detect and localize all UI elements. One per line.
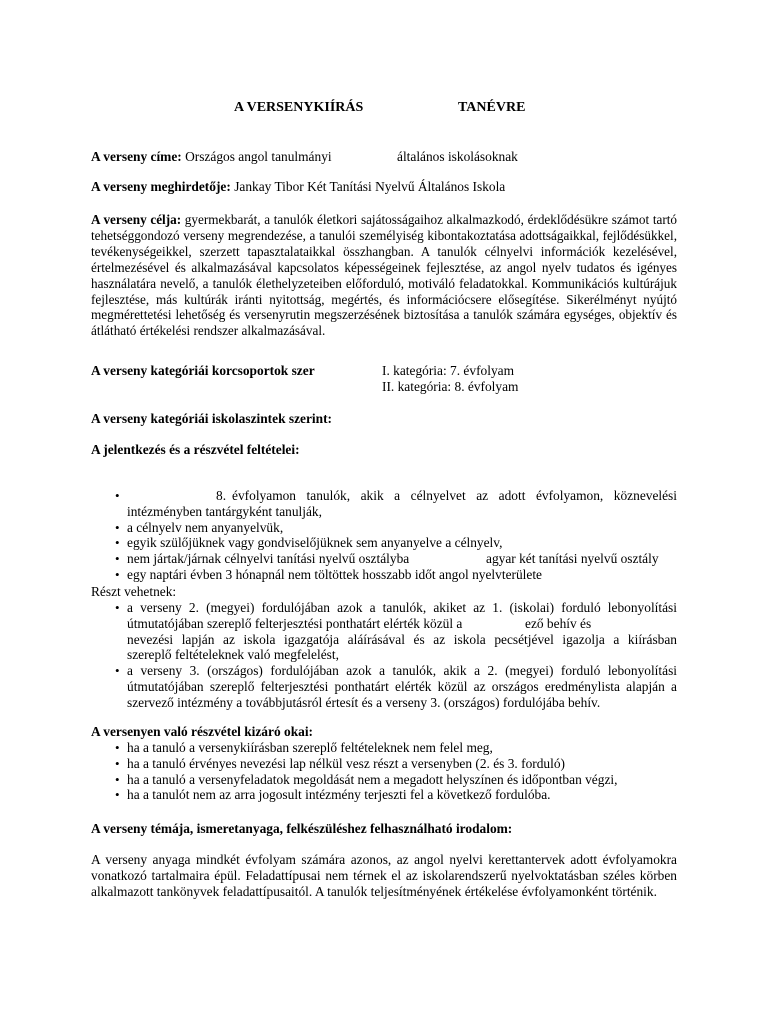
condition-1-text-cont: intézményben tantárgyként tanulják, [127,503,322,519]
bullet-icon: • [115,566,120,582]
bullet-icon: • [115,519,120,535]
exclusion-heading: A versenyen való részvétel kizáró okai: [91,724,314,739]
exclusion-2-text: ha a tanuló érvényes nevezési lap nélkül vesz részt a versenyben (2. és 3. forduló) [127,755,566,771]
list-item [91,600,677,663]
competition-name [91,149,332,165]
conditions-list [91,488,677,583]
entry-1-line-1: a verseny 2. (megyei) fordulójában azok a tanulók, akiket az 1. (iskolai) forduló lebonyolítási [127,600,677,615]
bullet-icon: • [115,755,120,771]
entry-1-line-2a: útmutatójában szereplő felterjesztési ponthatárt elérték közül a [127,615,463,631]
exclusion-list [91,740,677,803]
conditions-heading: A jelentkezés és a részvétel feltételei: [91,442,300,457]
topic-heading: A verseny témája, ismeretanyaga, felkészüléshez felhasználható irodalom: [91,821,513,836]
goal-label: A verseny célja: [91,212,182,227]
condition-5-text: egy naptári évben 3 hónapnál nem töltöttek hosszabb időt angol nyelvterülete [127,566,542,582]
list-item [91,663,677,710]
category-1: I. kategória: 7. évfolyam [382,363,514,378]
list-item [91,520,677,536]
bullet-icon: • [115,663,120,679]
entry-2-text: a verseny 3. (országos) fordulójában azok a tanulók, akik a 2. (megyei) forduló lebonyolítási útmutatójában szereplő felterjesztési ponthatárt elérték közül az országos eredménylista alapján a szervező intézmény a továbbjutásról értesít és a verseny 3. (országos) fordulójába behív. [127,663,677,710]
competition-name-value-a: Országos angol tanulmányi [185,149,332,164]
exclusion-3-text: ha a tanuló a versenyfeladatok megoldását nem a megadott helyszínen és időpontban végzi, [127,771,618,787]
entry-list [91,600,677,711]
exclusion-4-text: ha a tanulót nem az arra jogosult intézmény terjeszti fel a következő fordulóba. [127,787,551,803]
bullet-icon: • [115,488,120,503]
condition-1-text: évfolyamon tanulók, akik a célnyelvet az adott évfolyamon, köznevelési [232,488,677,503]
bullet-icon: • [115,600,120,615]
list-item [91,551,677,567]
list-item [91,740,677,756]
bullet-icon: • [115,535,120,551]
list-item [91,567,677,583]
title-part1: A VERSENYKIÍRÁS [234,100,364,115]
competition-name-label: A verseny címe: [91,149,182,164]
list-item [91,787,677,803]
category-2: II. kategória: 8. évfolyam [382,379,519,394]
topic-paragraph: A verseny anyaga mindkét évfolyam számára azonos, az angol nyelvi kerettantervek adott évfolyamokra vonatkozó tartalmaira épül. Feladattípusai nem térnek el az iskolarendszerű nyelvoktatásban széles körben alkalmazott tankönyvek feladattípusaitól. A tanulók teljesítményének értékelése évfolyamonként történik. [91,852,677,899]
condition-1-grade: 8. [216,488,227,503]
exclusion-1-text: ha a tanuló a versenykiírásban szereplő feltételeknek nem felel meg, [127,740,493,755]
competition-name-value-b: általános iskolásoknak [397,149,518,164]
school-levels-heading: A verseny kategóriái iskolaszintek szerint: [91,411,333,426]
categories-label: A verseny kategóriái korcsoportok szer [91,363,315,378]
entry-1-line-2b: ező behív és [525,615,592,631]
entry-1-line-3: nevezési lapján az iskola igazgatója aláírásával és az iskola pecsétjével igazolja a kiírásban [127,631,677,647]
organizer [91,179,505,195]
condition-3-text: egyik szülőjüknek vagy gondviselőjüknek sem anyanyelve a célnyelv, [127,535,503,551]
bullet-icon: • [115,771,120,787]
bullet-icon: • [115,551,120,567]
organizer-label: A verseny meghirdetője: [91,179,231,194]
entry-heading: Részt vehetnek: [91,584,177,599]
condition-4-text-a: nem jártak/járnak célnyelvi tanítási nyelvű osztályba [127,551,410,567]
organizer-value: Jankay Tibor Két Tanítási Nyelvű Általános Iskola [234,179,506,194]
condition-4-text-b: agyar két tanítási nyelvű osztály [486,551,659,567]
bullet-icon: • [115,787,120,803]
list-item [91,488,677,520]
goal-text: gyermekbarát, a tanulók életkori sajátosságaihoz alkalmazkodó, érdeklődésükre számot tartó tehetséggondozó verseny megrendezése, a tanulói személyiség kibontakoztatása adottságaikkal, fejlődésükkel, tevékenységeikkel, szerzett tapasztalataikkal összhangban. A tanulók célnyelvi információk kezelésével, értelmezésével és alkalmazásával kapcsolatos képességeinek fejlesztése, az angol nyelv tudatos és igényes használatára nevelő, a tanulók élethelyzeteiben előforduló, motiváló feladatokkal. Kommunikációs kultúrájuk fejlesztése, más kultúrák iránti nyitottság, megértés, és információcsere elősegítése. Sikerélményt nyújtó megmérettetési lehetőség és versenyrutin megszerzésének biztosítása a tanulók számára egységes, objektív és átlátható értékelési rendszer alkalmazásával. [91,212,677,339]
bullet-icon: • [115,740,120,755]
condition-2-text: a célnyelv nem anyanyelvük, [127,519,284,535]
title-part2: TANÉVRE [458,100,526,115]
entry-1-line-4: szereplő feltételeknek való megfelelést, [127,647,339,663]
list-item [91,535,677,551]
goal-paragraph [91,212,677,339]
list-item [91,756,677,772]
list-item [91,772,677,788]
